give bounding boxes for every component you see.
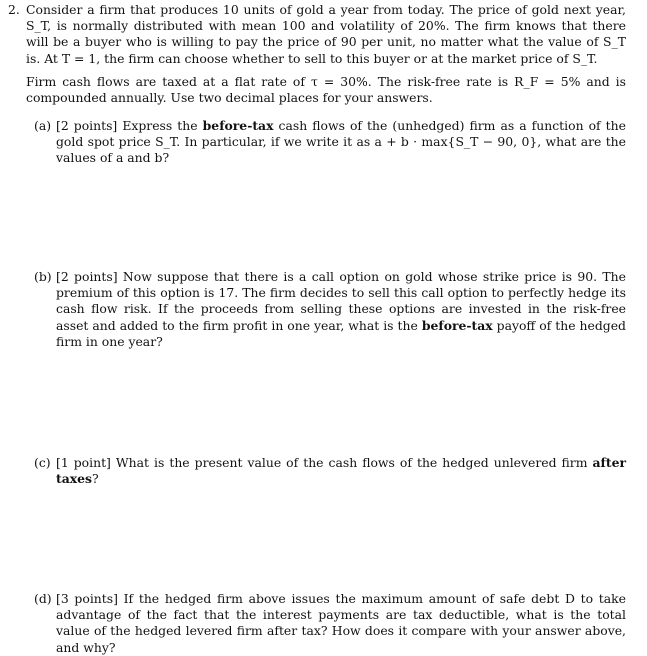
part-body bbox=[56, 269, 626, 350]
part-points: [1 point] bbox=[56, 455, 111, 470]
part-a bbox=[34, 118, 626, 167]
part-text-before: Express the bbox=[122, 118, 198, 133]
part-points: [3 points] bbox=[56, 591, 118, 606]
part-label: (c) bbox=[34, 455, 51, 470]
part-points: [2 points] bbox=[56, 118, 118, 133]
question-2 bbox=[8, 2, 626, 106]
part-body bbox=[56, 118, 626, 167]
question-number: 2. bbox=[8, 2, 20, 17]
question-intro-2: Firm cash flows are taxed at a flat rate of τ = 30%. The risk-free rate is R_F = 5% and is compounded annually. Use two decimal places for your answers. bbox=[26, 73, 626, 106]
part-emphasis: before-tax bbox=[421, 317, 493, 333]
part-text-before: Now suppose that there is a call option on gold whose strike price is 90. The premium of this option is 17. The firm decides to sell this call option to perfectly hedge its cash flow risk. If the proceeds from selling these options are invested in the risk-free asset and added to the firm profit in one year, what is the bbox=[56, 269, 626, 333]
part-points: [2 points] bbox=[56, 269, 118, 284]
part-c bbox=[34, 455, 626, 487]
part-text-after: cash flows of the (unhedged) firm as a function of the gold spot price S_T. In particular, if we write it as a + b · max{S_T − 90, 0}, what are the values of a and b? bbox=[56, 118, 626, 166]
question-intro-1: Consider a firm that produces 10 units of gold a year from today. The price of gold next year, S_T, is normally distributed with mean 100 and volatility of 20%. The firm knows that there will be a buyer who is willing to pay the price of 90 per unit, no matter what the value of S_T is. At T = 1, the firm can choose whether to sell to this buyer or at the market price of S_T. bbox=[26, 2, 626, 66]
part-d bbox=[34, 591, 626, 656]
part-body bbox=[56, 591, 626, 656]
part-text-before: What is the present value of the cash flows of the hedged unlevered firm bbox=[115, 455, 588, 470]
part-text-before: If the hedged firm above issues the maximum amount of safe debt D to take advantage of the fact that the interest payments are tax deductible, what is the total value of the hedged levered firm after tax? How does it compare with your answer above, and why? bbox=[56, 591, 626, 655]
part-b bbox=[34, 269, 626, 350]
part-label: (a) bbox=[34, 118, 52, 133]
part-text-after: ? bbox=[92, 471, 99, 487]
part-label: (d) bbox=[34, 591, 52, 606]
part-body bbox=[56, 455, 626, 487]
part-label: (b) bbox=[34, 269, 52, 284]
part-text-after: payoff of the hedged firm in one year? bbox=[56, 317, 626, 349]
part-emphasis: before-tax bbox=[202, 118, 274, 133]
part-emphasis: after taxes bbox=[56, 455, 626, 487]
